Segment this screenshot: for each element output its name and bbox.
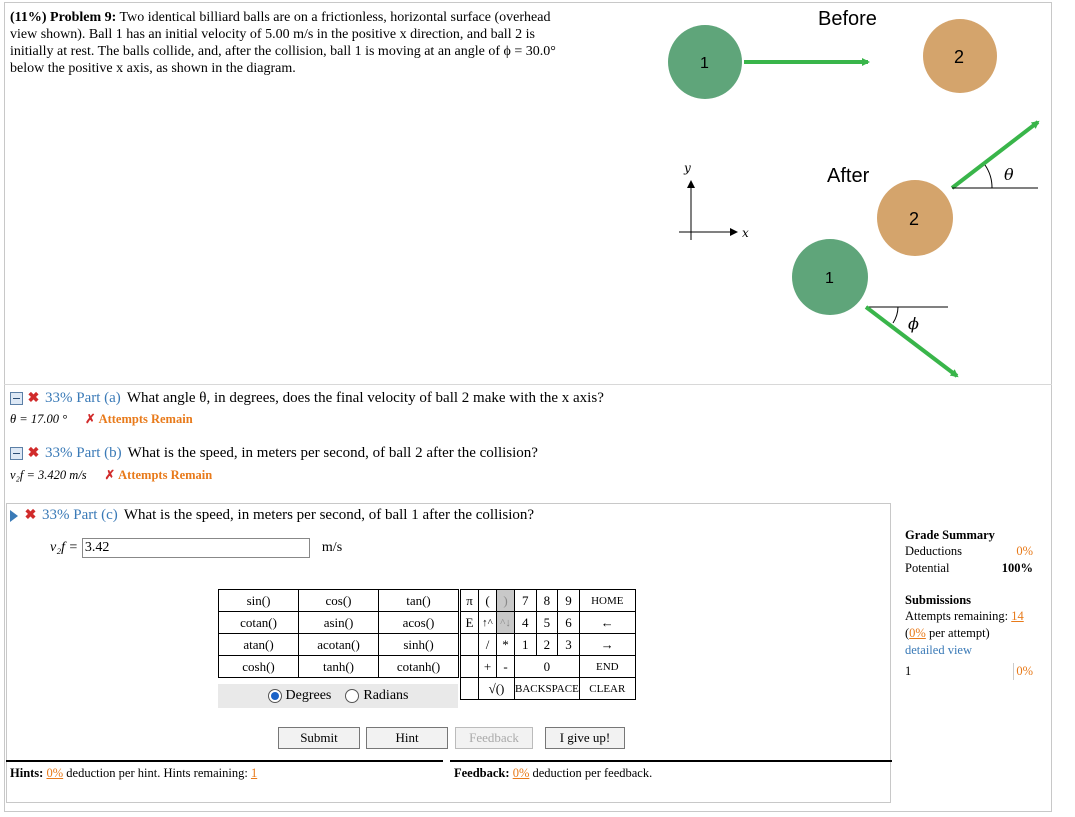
key-blank — [461, 678, 479, 700]
theta-arc — [985, 165, 992, 188]
incorrect-icon: ✖ — [27, 391, 40, 406]
deductions-label: Deductions — [905, 544, 962, 558]
phi-arc — [893, 307, 898, 323]
feedback-bar — [450, 760, 892, 802]
key-cotan[interactable]: cotan() — [219, 612, 299, 634]
collapse-icon[interactable] — [10, 447, 23, 460]
part-a-answer-row — [10, 411, 193, 427]
ball2-before-label: 2 — [954, 47, 965, 67]
key-right-arrow[interactable]: → — [579, 634, 635, 656]
key-0[interactable]: 0 — [515, 656, 580, 678]
submit-button[interactable]: Submit — [278, 727, 360, 749]
key-1[interactable]: 1 — [515, 634, 537, 656]
key-end[interactable]: END — [579, 656, 635, 678]
key-left-arrow[interactable]: ← — [579, 612, 635, 634]
key-sinh[interactable]: sinh() — [379, 634, 459, 656]
potential-label: Potential — [905, 561, 950, 575]
feedback-button[interactable]: Feedback — [455, 727, 533, 749]
x-icon: ✗ — [104, 468, 116, 482]
radians-label: Radians — [363, 688, 409, 703]
hints-text: deduction per hint. Hints remaining: — [66, 766, 248, 780]
part-b-label: 33% Part (b) — [45, 445, 122, 461]
potential-value: 100% — [1001, 561, 1033, 575]
part-b-attempts: ✗ Attempts Remain — [104, 468, 213, 482]
incorrect-icon: ✖ — [27, 446, 40, 461]
degrees-label: Degrees — [285, 688, 332, 703]
hints-pct: 0% — [46, 766, 64, 780]
problem-line2: view shown). Ball 1 has an initial velocity of 5.00 m/s in the positive x direction, and ball 2 is — [10, 27, 535, 42]
key-clear[interactable]: CLEAR — [579, 678, 635, 700]
variable-label: v₂f = — [50, 540, 78, 555]
key-8[interactable]: 8 — [536, 590, 558, 612]
key-acotan[interactable]: acotan() — [299, 634, 379, 656]
key-4[interactable]: 4 — [515, 612, 537, 634]
problem-line1: Two identical billiard balls are on a frictionless, horizontal surface (overhead — [119, 10, 551, 25]
feedback-label: Feedback: — [454, 766, 510, 780]
key-cotanh[interactable]: cotanh() — [379, 656, 459, 678]
key-multiply[interactable]: * — [497, 634, 515, 656]
grade-summary: Grade Summary Deductions 0% Potential 100% Submissions Attempts remaining: 14 ( 0% per attempt) detailed view 1 0% — [905, 528, 1033, 678]
key-blank — [461, 634, 479, 656]
key-tan[interactable]: tan() — [379, 590, 459, 612]
part-b-answer-row — [10, 467, 212, 483]
attempts-remaining-value: 14 — [1011, 609, 1024, 623]
grade-title: Grade Summary — [905, 528, 995, 542]
key-minus[interactable]: - — [497, 656, 515, 678]
give-up-button[interactable]: I give up! — [545, 727, 625, 749]
part-b-answer: v₂f = 3.420 m/s — [10, 467, 87, 482]
radians-radio[interactable] — [345, 689, 359, 703]
key-subscript[interactable]: ^↓ — [497, 612, 515, 634]
after-label: After — [827, 165, 870, 187]
unit-label: m/s — [321, 540, 343, 555]
part-c-question: What is the speed, in meters per second, of ball 1 after the collision? — [123, 507, 535, 523]
deductions-value: 0% — [1016, 544, 1033, 558]
x-icon: ✗ — [85, 412, 96, 426]
key-home[interactable]: HOME — [579, 590, 635, 612]
feedback-pct: 0% — [512, 766, 530, 780]
feedback-text: deduction per feedback. — [532, 766, 653, 780]
symbol-keypad — [460, 589, 636, 700]
problem-line3: initially at rest. The balls collide, and, after the collision, ball 1 is moving at an angle of ϕ = 30.0° — [10, 44, 556, 59]
collision-diagram — [640, 0, 1050, 385]
ball1-after-label: 1 — [825, 270, 834, 287]
key-3[interactable]: 3 — [558, 634, 580, 656]
key-asin[interactable]: asin() — [299, 612, 379, 634]
part-a-label: 33% Part (a) — [45, 390, 121, 406]
ball1-before-label: 1 — [700, 55, 709, 72]
attempts-remaining-label: Attempts remaining: — [905, 609, 1009, 623]
key-divide[interactable]: / — [479, 634, 497, 656]
ball2-velocity-arrow — [952, 122, 1038, 188]
angle-mode-selector — [218, 684, 458, 708]
detailed-view-link[interactable]: detailed view — [905, 643, 972, 657]
key-7[interactable]: 7 — [515, 590, 537, 612]
part-b-question: What is the speed, in meters per second, of ball 2 after the collision? — [127, 445, 538, 461]
key-open-paren[interactable]: ( — [479, 590, 497, 612]
part-a-header[interactable] — [10, 390, 604, 407]
part-c-label: 33% Part (c) — [42, 507, 118, 523]
divider — [4, 384, 1052, 385]
key-cosh[interactable]: cosh() — [219, 656, 299, 678]
answer-input-row — [50, 538, 342, 558]
hint-button[interactable]: Hint — [366, 727, 448, 749]
submissions-title: Submissions — [905, 593, 972, 607]
collapse-icon[interactable] — [10, 392, 23, 405]
submission-number: 1 — [905, 664, 912, 678]
theta-label: θ — [1004, 165, 1014, 184]
per-attempt-text: per attempt) — [928, 626, 990, 640]
key-pi[interactable]: π — [461, 590, 479, 612]
part-a-attempts: ✗ Attempts Remain — [85, 412, 193, 426]
x-axis-label: x — [742, 226, 749, 240]
expand-arrow-icon[interactable] — [10, 510, 18, 522]
key-tanh[interactable]: tanh() — [299, 656, 379, 678]
key-e[interactable]: E — [461, 612, 479, 634]
hints-bar — [6, 760, 443, 802]
key-close-paren[interactable]: ) — [497, 590, 515, 612]
problem-header: (11%) Problem 9: — [10, 10, 117, 25]
key-acos[interactable]: acos() — [379, 612, 459, 634]
key-blank — [461, 656, 479, 678]
before-label: Before — [818, 8, 877, 30]
ball2-after-label: 2 — [909, 209, 920, 229]
problem-line4: below the positive x axis, as shown in the diagram. — [10, 61, 296, 76]
answer-input[interactable] — [82, 538, 310, 558]
key-2[interactable]: 2 — [536, 634, 558, 656]
key-backspace[interactable]: BACKSPACE — [515, 678, 580, 700]
part-b-header[interactable] — [10, 445, 538, 462]
function-keypad — [218, 589, 459, 678]
submission-pct: 0% — [1013, 663, 1033, 680]
key-atan[interactable]: atan() — [219, 634, 299, 656]
per-attempt-pct: 0% — [909, 626, 926, 640]
hints-remaining: 1 — [250, 766, 258, 780]
key-plus[interactable]: + — [479, 656, 497, 678]
key-sqrt[interactable]: √() — [479, 678, 515, 700]
problem-statement — [10, 9, 650, 77]
incorrect-icon: ✖ — [24, 508, 37, 523]
key-superscript[interactable]: ↑^ — [479, 612, 497, 634]
hints-label: Hints: — [10, 766, 44, 780]
key-9[interactable]: 9 — [558, 590, 580, 612]
part-a-question: What angle θ, in degrees, does the final velocity of ball 2 make with the x axis? — [126, 390, 604, 406]
key-5[interactable]: 5 — [536, 612, 558, 634]
part-c-header[interactable] — [10, 507, 534, 524]
part-a-answer: θ = 17.00 ° — [10, 411, 68, 426]
y-axis-label: y — [684, 161, 691, 175]
key-sin[interactable]: sin() — [219, 590, 299, 612]
key-6[interactable]: 6 — [558, 612, 580, 634]
phi-label: ϕ — [908, 314, 919, 333]
key-cos[interactable]: cos() — [299, 590, 379, 612]
degrees-radio[interactable] — [268, 689, 282, 703]
